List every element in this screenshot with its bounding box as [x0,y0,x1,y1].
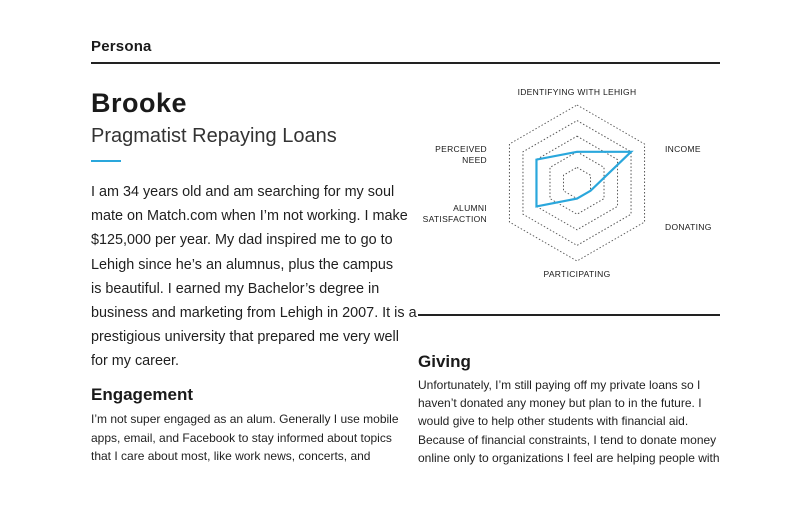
engagement-text [91,410,399,466]
engagement-line: apps, email, and Facebook to stay informed about topics [91,430,392,445]
engagement-heading: Engagement [91,385,194,404]
radar-point [536,206,538,208]
giving-line: Because of financial constraints, I tend to donate money [418,432,717,447]
giving-line: haven’t donated any money but plan to in the future. I [418,396,702,411]
bio-line: for my career. [91,353,179,370]
engagement-line: that I care about most, like work news, concerts, and [91,449,371,464]
radar-point [576,151,578,153]
radar-point [576,198,578,200]
radar-grid-ring [550,152,604,214]
persona-bio [91,180,417,374]
radar-chart [422,87,720,298]
radar-grid-ring [536,136,617,230]
chart-divider [418,314,720,316]
radar-axis-label: PERCEIVED NEED [435,144,487,165]
radar-point [590,190,592,192]
bio-line: is beautiful. I earned my Bachelor’s degree in [91,280,380,297]
radar-grid-ring [523,121,631,246]
giving-text [418,376,728,467]
bio-line: prestigious university that prepared me very well [91,329,399,346]
radar-axis-label: IDENTIFYING WITH LEHIGH [517,87,637,97]
radar-point [630,151,632,153]
persona-subtitle: Pragmatist Repaying Loans [91,125,337,147]
giving-heading: Giving [418,352,471,371]
radar-axis-label: DONATING [665,222,712,232]
radar-series-line [536,152,631,207]
bio-line: mate on Match.com when I’m not working. I make [91,208,408,225]
engagement-line: I’m not super engaged as an alum. Generally I use mobile [91,412,399,426]
accent-divider [91,160,121,162]
bio-line: I am 34 years old and am searching for my soul [91,184,395,200]
bio-line: $125,000 per year. My dad inspired me to go to [91,232,393,249]
bio-line: Lehigh since he’s an alumnus, plus the campus [91,256,394,273]
persona-name: Brooke [91,88,188,118]
radar-point [536,159,538,161]
section-label: Persona [91,38,152,55]
radar-axis-label: ALUMNI SATISFACTION [422,203,487,224]
radar-axis-label: INCOME [665,144,701,154]
giving-line: Unfortunately, I’m still paying off my private loans so I [418,378,701,392]
radar-grid-ring [509,105,644,261]
giving-line: online only to organizations I feel are helping people with [418,450,720,465]
bio-line: business and marketing from Lehigh in 2007. It is a [91,305,417,322]
giving-line: would give to help other students with financial aid. [418,414,689,429]
radar-axis-label: PARTICIPATING [543,269,611,279]
header-divider [91,62,720,64]
